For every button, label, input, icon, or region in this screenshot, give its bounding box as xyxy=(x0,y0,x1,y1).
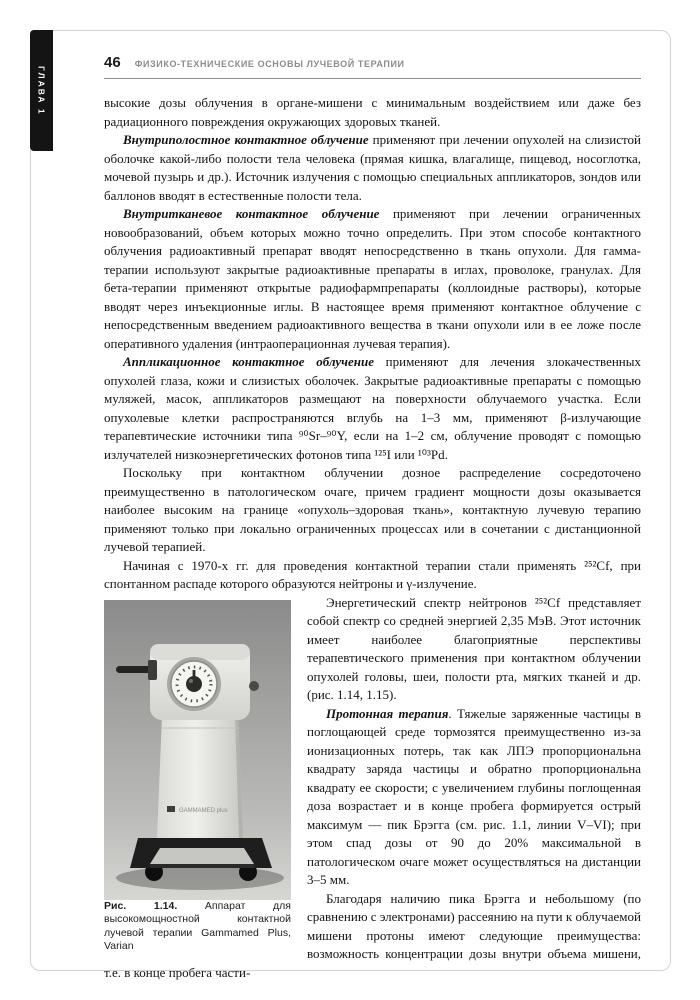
paragraph-intracavitary xyxy=(104,131,641,205)
figure-caption xyxy=(104,900,291,954)
chapter-tab-label: ГЛАВА 1 xyxy=(36,65,47,116)
figure-1-14 xyxy=(104,600,291,954)
paragraph-californium xyxy=(104,557,641,594)
run-in-heading: Внутриполостное контактное облучение xyxy=(123,132,369,147)
paragraph-application xyxy=(104,353,641,464)
floor-shadow xyxy=(116,866,284,890)
paragraph-text: применяют для лечения злокачественных опухолей глаза, кожи и слизистых оболочек. Закрытые радиоактивные препараты с помощью муляжей, масок, аппликаторов размещают на поверхности облучаемого участка. Если опухолевые клетки распространяются вглубь на 1–3 мм, применяют β-излучающие терапевтические источники типа ⁹⁰Sr–⁹⁰Y, если на 1–2 см, облучение проводят с помощью излучателей низкоэнергетических фотонов типа ¹²⁵I или ¹⁰³Pd. xyxy=(104,354,641,462)
paragraph-text: Энергетический спектр нейтронов ²⁵²Cf представляет собой спектр со средней энергией 2,35 МэВ. Этот источник имеет наиболее благоприятные перспективы терапевтического применения при контактном облучении опухолей головы, шеи, полости рта, мягких тканей и др. (рис. 1.14, 1.15). xyxy=(307,594,641,702)
chapter-tab xyxy=(30,30,53,151)
paragraph-text: применяют при лечении опухолей на слизистой оболочке какой-либо полости тела человека (прямая кишка, влагалище, пищевод, носоглотка, мочевой пузырь и др.). Источник излучения с помощью специальных аппликаторов, зондов или баллонов вводят в естественные полости тела. xyxy=(104,132,641,203)
device-photo xyxy=(104,600,291,900)
running-title: ФИЗИКО-ТЕХНИЧЕСКИЕ ОСНОВЫ ЛУЧЕВОЙ ТЕРАПИИ xyxy=(134,59,405,69)
paragraph-text: Поскольку при контактном облучении дозное распределение сосредоточено преимущественно в патологическом очаге, причем градиент мощности дозы оказывается наиболее высоким на границе «опухоль–здоровая ткань», контактную лучевую терапию применяют только при локально ограниченных процессах или в сочетании с дистанционной лучевой терапией. xyxy=(104,465,641,554)
paragraph-dose-distribution xyxy=(104,464,641,557)
paragraph-text: Благодаря наличию пика Брэгга и небольшому (по сравнению с электронами) рассеянию на пути к облучаемой мишени протоны имеют следующие преимущества: возможность концентрации дозы внутри объема мишени, т.е. в конце пробега части- xyxy=(104,890,641,980)
paragraph-text: . Тяжелые заряженные частицы в поглощающей среде тормозятся преимущественно из-за ионизационных потерь, так как ЛПЭ пропорциональна квадрату заряда частицы и обратно пропорциональна квадрату ее скорости; с увеличением глубины поглощенная доза возрастает и в конце пробега формируется острый максимум — пик Брэгга (см. рис. 1.1, линии V–VI); при этом спад дозы от 90 до 20% максимальной в патологическом очаге может осуществляться на дистанции 3–5 мм. xyxy=(307,705,641,887)
timer-dial-icon xyxy=(167,657,221,711)
paragraph-text: применяют при лечении ограниченных новообразований, объем которых можно точно определить. При этом способе контактного облучения радиоактивный препарат вводят непосредственно в ткань опухоли. Для гамма-терапии используют закрытые радиоактивные препараты в иглах, проволоке, гранулах. Для бета-терапии применяют открытые радиофармпрепараты (коллоидные растворы), которые вводят через инъекционные иглы. В настоящее время применяют контактное облучение с непосредственным введением радиоактивного вещества в ткани опухоли или в ее ложе после оперативного удаления (интраоперационная лучевая терапия). xyxy=(104,206,641,351)
run-in-heading: Аппликационное контактное облучение xyxy=(123,354,374,369)
device-brand-label: GAMMAMED plus xyxy=(179,807,228,814)
figure-caption-text: Аппарат для высокомощностной контактной лучевой терапии Gammamed Plus, Varian xyxy=(104,899,291,952)
device-column xyxy=(157,716,243,838)
body-text xyxy=(104,94,641,982)
paragraph-text: высокие дозы облучения в органе-мишени с минимальным воздействием или даже без радиационного повреждения окружающих здоровых тканей. xyxy=(104,95,641,129)
running-header xyxy=(104,54,641,79)
paragraph-text: Начиная с 1970-х гг. для проведения контактной терапии стали применять ²⁵²Cf, при спонтанном распаде которого образуются нейтроны и γ-излучение. xyxy=(104,557,641,591)
paragraph-interstitial xyxy=(104,205,641,353)
paragraph-continuation xyxy=(104,94,641,131)
figure-caption-label: Рис. 1.14. xyxy=(104,899,178,912)
run-in-heading: Протонная терапия xyxy=(326,705,449,721)
device-illustration xyxy=(104,600,291,900)
run-in-heading: Внутритканевое контактное облучение xyxy=(123,206,380,221)
page-number: 46 xyxy=(104,54,121,71)
